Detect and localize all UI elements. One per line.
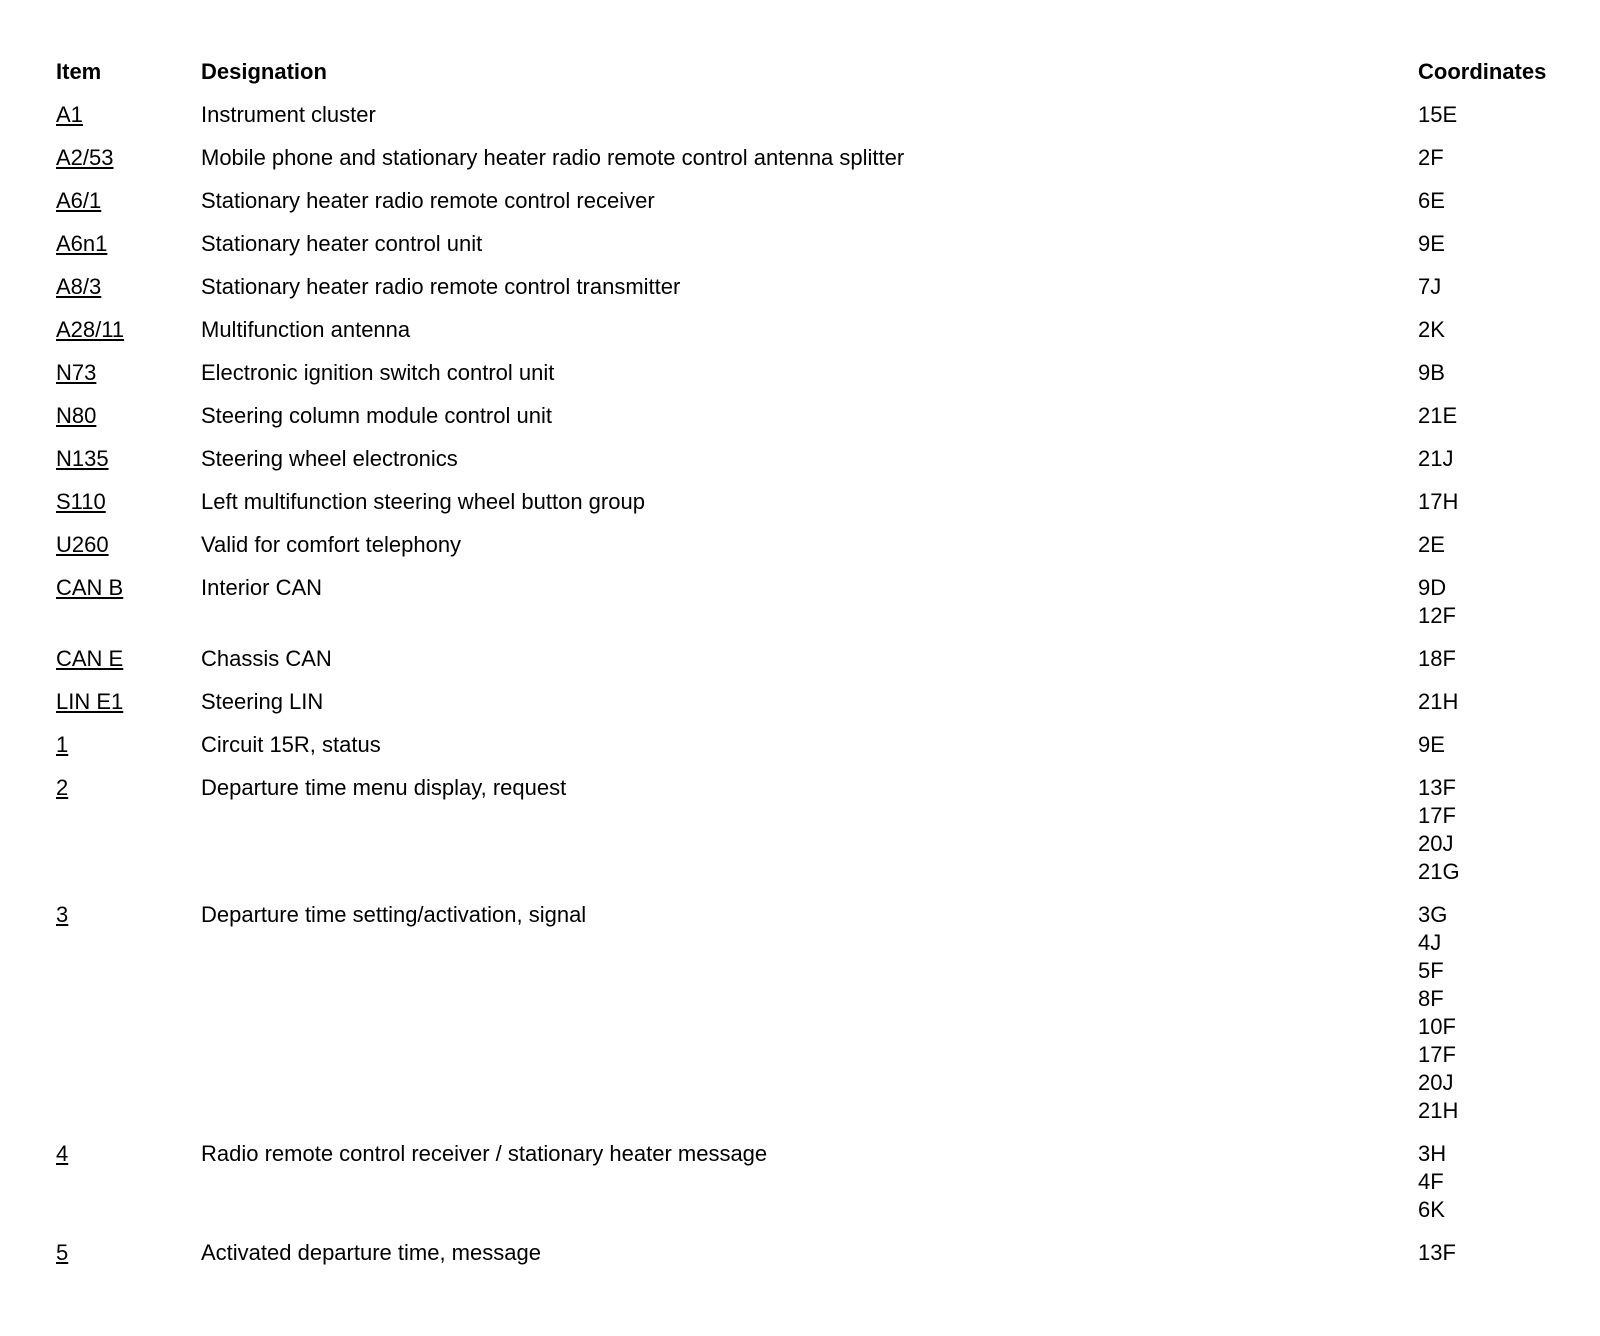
designation-cell: Chassis CAN [201, 646, 332, 671]
item-link[interactable]: N80 [56, 403, 97, 428]
designation-cell: Valid for comfort telephony [201, 532, 462, 557]
table-row [56, 645, 1566, 673]
item-cell [56, 101, 201, 129]
coordinates-cell [1418, 273, 1566, 301]
coordinate-value: 15E [1418, 102, 1458, 127]
coordinates-cell [1418, 901, 1566, 1125]
coordinate-value: 17H [1418, 489, 1459, 514]
coordinates-cell [1418, 316, 1566, 344]
coordinates-cell [1418, 187, 1566, 215]
coordinate-value: 9E [1418, 231, 1445, 256]
coordinate-value: 17F [1418, 1042, 1456, 1067]
table-row [56, 359, 1566, 387]
coordinates-cell [1418, 445, 1566, 473]
header-item: Item [56, 59, 102, 84]
item-cell [56, 316, 201, 344]
table-row [56, 445, 1566, 473]
item-cell [56, 273, 201, 301]
table-row [56, 901, 1566, 1125]
item-link[interactable]: A8/3 [56, 274, 102, 299]
table-row [56, 488, 1566, 516]
coordinate-value: 21H [1418, 689, 1459, 714]
coordinates-cell [1418, 1239, 1566, 1267]
table-header [56, 58, 1566, 101]
item-link[interactable]: N135 [56, 446, 109, 471]
item-cell [56, 574, 201, 602]
table-row [56, 187, 1566, 215]
designation-cell: Stationary heater control unit [201, 231, 483, 256]
item-link[interactable]: LIN E1 [56, 689, 124, 714]
designation-cell: Steering LIN [201, 689, 324, 714]
coordinate-value: 21H [1418, 1098, 1459, 1123]
coordinates-cell [1418, 101, 1566, 129]
coordinate-value: 9B [1418, 360, 1445, 385]
coordinate-value: 9D [1418, 575, 1447, 600]
coordinate-value: 4J [1418, 930, 1442, 955]
item-cell [56, 187, 201, 215]
coordinate-value: 3H [1418, 1141, 1447, 1166]
coordinates-cell [1418, 402, 1566, 430]
coordinate-value: 8F [1418, 986, 1444, 1011]
designation-cell: Steering wheel electronics [201, 446, 458, 471]
item-cell [56, 488, 201, 516]
table-row [56, 1239, 1566, 1267]
coordinates-cell [1418, 688, 1566, 716]
item-link[interactable]: U260 [56, 532, 109, 557]
item-link[interactable]: A28/11 [56, 317, 125, 342]
designation-cell: Activated departure time, message [201, 1240, 541, 1265]
designation-cell: Multifunction antenna [201, 317, 411, 342]
coordinates-cell [1418, 774, 1566, 886]
item-cell [56, 688, 201, 716]
item-cell [56, 774, 201, 802]
coordinate-value: 10F [1418, 1014, 1456, 1039]
table-row [56, 688, 1566, 716]
coordinates-cell [1418, 144, 1566, 172]
coordinate-value: 7J [1418, 274, 1442, 299]
designation-cell: Electronic ignition switch control unit [201, 360, 555, 385]
designation-cell: Radio remote control receiver / stationary heater message [201, 1141, 768, 1166]
coordinate-value: 20J [1418, 831, 1454, 856]
table-row [56, 774, 1566, 886]
coordinates-cell [1418, 645, 1566, 673]
table-row [56, 230, 1566, 258]
coordinate-value: 6E [1418, 188, 1445, 213]
designation-cell: Stationary heater radio remote control receiver [201, 188, 655, 213]
item-link[interactable]: 2 [56, 775, 69, 800]
table-body [56, 101, 1566, 1267]
designation-cell: Departure time setting/activation, signal [201, 902, 587, 927]
coordinates-cell [1418, 531, 1566, 559]
designation-cell: Stationary heater radio remote control transmitter [201, 274, 681, 299]
item-link[interactable]: 4 [56, 1141, 69, 1166]
item-link[interactable]: 5 [56, 1240, 69, 1265]
coordinates-cell [1418, 359, 1566, 387]
item-link[interactable]: A6n1 [56, 231, 108, 256]
item-cell [56, 645, 201, 673]
designation-cell: Instrument cluster [201, 102, 376, 127]
item-link[interactable]: CAN B [56, 575, 124, 600]
coordinates-cell [1418, 1140, 1566, 1224]
coordinate-value: 2K [1418, 317, 1445, 342]
designation-cell: Mobile phone and stationary heater radio remote control antenna splitter [201, 145, 905, 170]
coordinate-value: 5F [1418, 958, 1444, 983]
item-link[interactable]: A6/1 [56, 188, 102, 213]
coordinates-cell [1418, 574, 1566, 630]
item-cell [56, 445, 201, 473]
coordinate-value: 20J [1418, 1070, 1454, 1095]
coordinate-value: 2F [1418, 145, 1444, 170]
designation-cell: Steering column module control unit [201, 403, 552, 428]
table-row [56, 316, 1566, 344]
table-row [56, 144, 1566, 172]
item-cell [56, 1239, 201, 1267]
designation-cell: Left multifunction steering wheel button group [201, 489, 645, 514]
coordinate-value: 13F [1418, 775, 1456, 800]
table-row [56, 574, 1566, 630]
item-link[interactable]: A1 [56, 102, 83, 127]
coordinates-cell [1418, 230, 1566, 258]
coordinates-cell [1418, 731, 1566, 759]
table-row [56, 101, 1566, 129]
item-cell [56, 359, 201, 387]
coordinate-value: 18F [1418, 646, 1456, 671]
table-row [56, 273, 1566, 301]
header-coordinates: Coordinates [1418, 59, 1547, 84]
coordinate-value: 12F [1418, 603, 1456, 628]
item-link[interactable]: 3 [56, 902, 69, 927]
item-cell [56, 402, 201, 430]
coordinate-value: 2E [1418, 532, 1445, 557]
item-cell [56, 531, 201, 559]
header-designation: Designation [201, 59, 327, 84]
coordinate-value: 21J [1418, 446, 1454, 471]
coordinate-value: 21E [1418, 403, 1458, 428]
designation-cell: Departure time menu display, request [201, 775, 567, 800]
coordinate-value: 17F [1418, 803, 1456, 828]
coordinate-value: 4F [1418, 1169, 1444, 1194]
designation-cell: Interior CAN [201, 575, 323, 600]
item-cell [56, 144, 201, 172]
coordinate-value: 9E [1418, 732, 1445, 757]
item-link[interactable]: S110 [56, 489, 106, 514]
item-link[interactable]: A2/53 [56, 145, 114, 170]
coordinates-cell [1418, 488, 1566, 516]
table-row [56, 402, 1566, 430]
item-link[interactable]: CAN E [56, 646, 124, 671]
designation-cell: Circuit 15R, status [201, 732, 381, 757]
table-row [56, 531, 1566, 559]
table-row [56, 1140, 1566, 1224]
item-link[interactable]: N73 [56, 360, 97, 385]
coordinate-value: 3G [1418, 902, 1448, 927]
coordinate-value: 21G [1418, 859, 1460, 884]
item-cell [56, 731, 201, 759]
item-cell [56, 230, 201, 258]
item-link[interactable]: 1 [56, 732, 69, 757]
item-cell [56, 1140, 201, 1168]
coordinate-value: 13F [1418, 1240, 1456, 1265]
coordinate-value: 6K [1418, 1197, 1445, 1222]
item-cell [56, 901, 201, 929]
table-row [56, 731, 1566, 759]
legend-table [56, 58, 1566, 1282]
